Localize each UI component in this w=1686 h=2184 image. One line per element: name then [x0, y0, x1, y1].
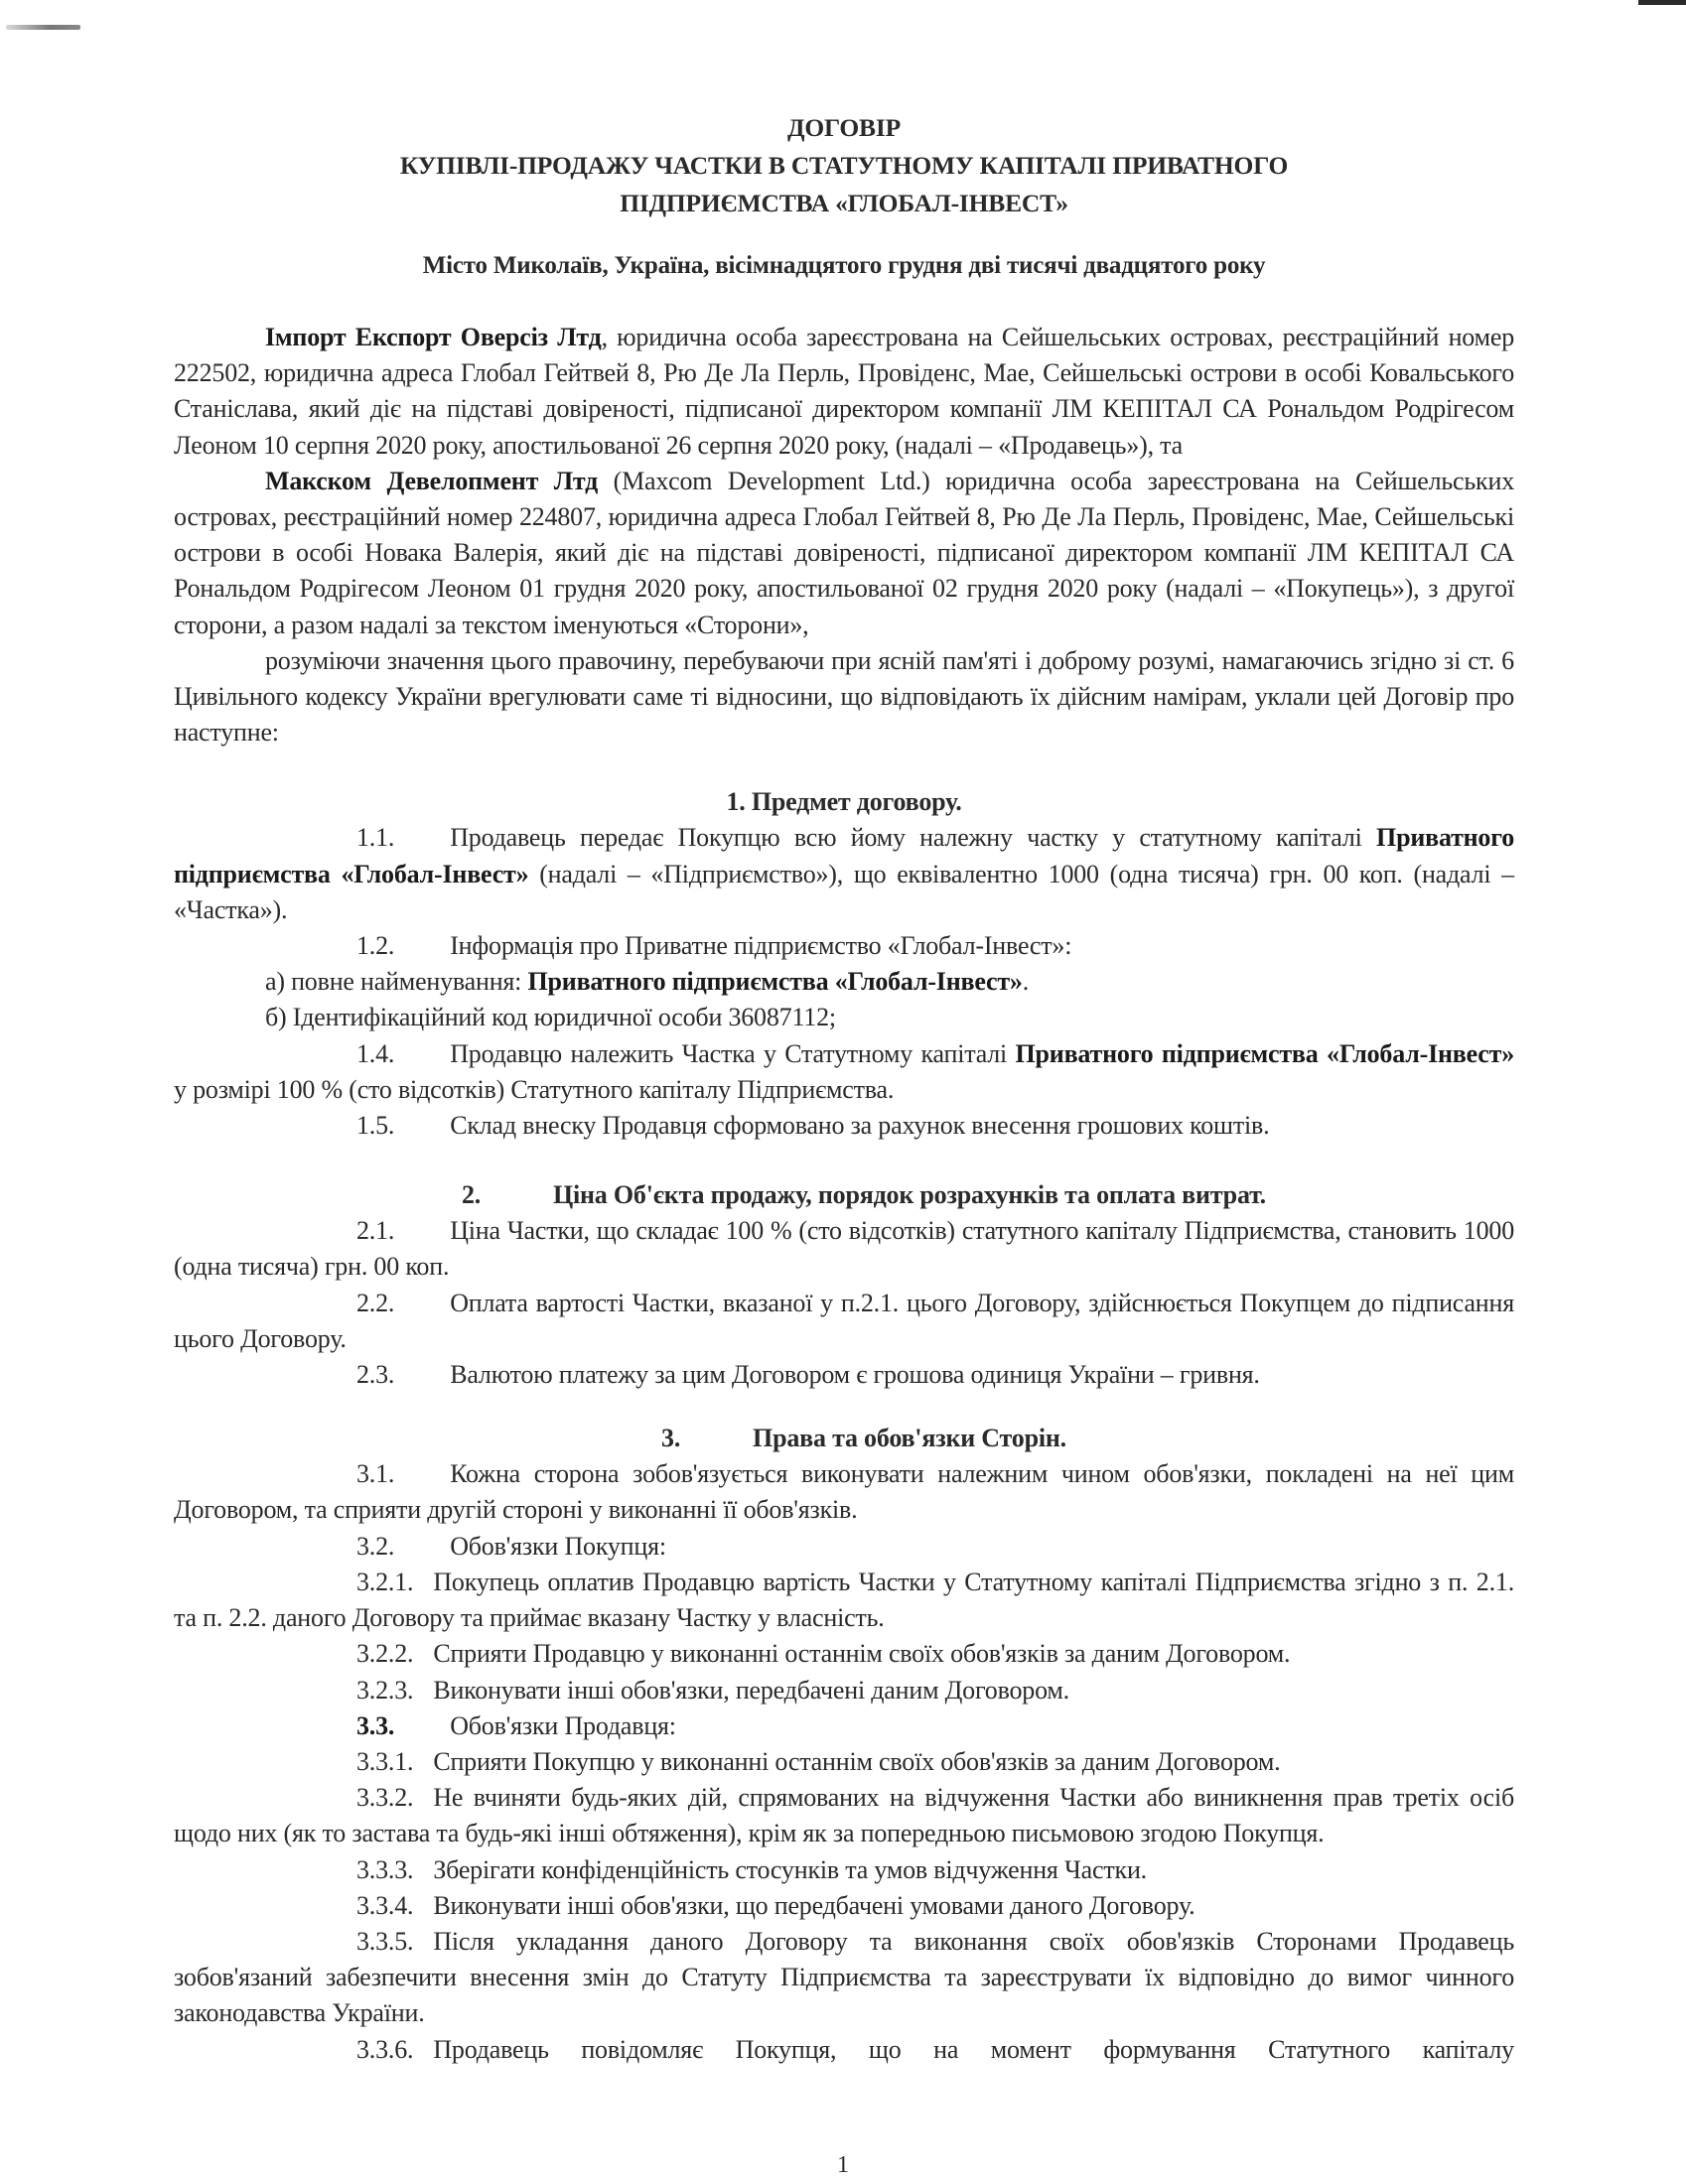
- clause-number: 3.3.2.: [356, 1783, 414, 1813]
- clause-1-4: 1.4. Продавцю належить Частка у Статутному капіталі Приватного підприємства «Глобал-Інвест» у розмірі 100 % (сто відсотків) Статутного капіталу Підприємства.: [174, 1036, 1514, 1108]
- clause-3-3-5: 3.3.5. Після укладання даного Договору та виконання своїх обов'язків Сторонами Продавець зобов'язаний забезпечити внесення змін до Статуту Підприємства та зареєструвати їх відповідно до вимог чинного законодавства України.: [174, 1924, 1514, 2032]
- clause-2-1: 2.1. Ціна Частки, що складає 100 % (сто відсотків) статутного капіталу Підприємства, становить 1000 (одна тисяча) грн. 00 коп.: [174, 1213, 1514, 1285]
- preamble-paragraph: розуміючи значення цього правочину, перебуваючи при ясній пам'яті і доброму розумі, намагаючись згідно зі ст. 6 Цивільного кодексу України врегулювати саме ті відносини, що відповідають їх дійсним намірам, уклали цей Договір про наступне:: [174, 645, 1514, 748]
- scan-artifact-right: [1638, 0, 1686, 5]
- section-1-heading: 1. Предмет договору.: [726, 787, 962, 817]
- clause-1-2-a: а) повне найменування: Приватного підприємства «Глобал-Інвест».: [265, 967, 1030, 997]
- clause-number: 2.1.: [356, 1216, 395, 1246]
- page-number: 1: [837, 2152, 849, 2178]
- clause-3-2: 3.2. Обов'язки Покупця:: [174, 1529, 1514, 1565]
- place-date: Місто Миколаїв, Україна, вісімнадцятого грудня дві тисячі двадцятого року: [422, 252, 1266, 279]
- title-line-1: ДОГОВІР: [787, 113, 901, 142]
- clause-3-3-2: 3.3.2. Не вчиняти будь-яких дій, спрямованих на відчуження Частки або виникнення прав третіх осіб щодо них (як то застава та будь-які інші обтяження), крім як за попередньою письмовою згодою Покупця.: [174, 1780, 1514, 1851]
- clause-number: 1.5.: [356, 1111, 395, 1141]
- buyer-details: (Maxcom Development Ltd.) юридична особа зареєстрована на Сейшельських островах, реєстраційний номер 224807, юридична адреса Глобал Гейтвей 8, Рю Де Ла Перль, Провіденс, Мае, Сейшельські острови в особі Новака Валерія, який діє на підставі довіреності, підписаної директором компанії ЛМ КЕПІТАЛ СА Рональдом Родрігесом Леоном 01 грудня 2020 року, апостильованої 02 грудня 2020 року (надалі – «Покупець»), з другої сторони, а разом надалі за текстом іменуються «Сторони»,: [174, 466, 1514, 639]
- clause-number: 1.1.: [356, 823, 395, 853]
- clause-number: 3.3.3.: [356, 1854, 414, 1884]
- clause-number: 3.2.1.: [356, 1567, 414, 1596]
- clause-3-3-6: 3.3.6. Продавець повідомляє Покупця, що на момент формування Статутного капіталу: [174, 2032, 1514, 2068]
- seller-paragraph: [174, 320, 1514, 464]
- clause-number: 3.2.3.: [356, 1675, 414, 1705]
- clause-number: 3.3.1.: [356, 1746, 414, 1776]
- clause-3-3-4: 3.3.4. Виконувати інші обов'язки, що передбачені умовами даного Договору.: [174, 1888, 1514, 1924]
- clause-number: 1.2.: [356, 931, 395, 961]
- clause-1-2-b: б) Ідентифікаційний код юридичної особи 36087112;: [265, 1003, 836, 1032]
- clause-number: 3.1.: [356, 1459, 395, 1489]
- buyer-name: Макском Девелопмент Лтд: [265, 466, 599, 495]
- title-line-2: КУПІВЛІ-ПРОДАЖУ ЧАСТКИ В СТАТУТНОМУ КАПІТАЛІ ПРИВАТНОГО: [399, 151, 1289, 180]
- clause-number: 3.2.: [356, 1531, 395, 1561]
- clause-2-3: 2.3. Валютою платежу за цим Договором є грошова одиниця України – гривня.: [174, 1357, 1514, 1393]
- clause-1-5: 1.5. Склад внеску Продавця сформовано за рахунок внесення грошових коштів.: [174, 1108, 1514, 1144]
- clause-3-3-1: 3.3.1. Сприяти Покупцю у виконанні останнім своїх обов'язків за даним Договором.: [174, 1744, 1514, 1780]
- clause-number: 3.3.6.: [356, 2034, 414, 2064]
- clause-number: 2.2.: [356, 1288, 395, 1317]
- clause-3-2-2: 3.2.2. Сприяти Продавцю у виконанні останнім своїх обов'язків за даним Договором.: [174, 1636, 1514, 1672]
- clause-3-3: 3.3. Обов'язки Продавця:: [174, 1708, 1514, 1744]
- clause-3-3-3: 3.3.3. Зберігати конфіденційність стосунків та умов відчуження Частки.: [174, 1852, 1514, 1888]
- clause-number: 3.3.4.: [356, 1890, 414, 1920]
- document-page: [174, 109, 1514, 2068]
- clause-1-2: 1.2. Інформація про Приватне підприємство «Глобал-Інвест»:: [174, 928, 1514, 964]
- section-2-heading: 2. Ціна Об'єкта продажу, порядок розрахунків та оплата витрат.: [461, 1180, 1266, 1210]
- clause-1-1: 1.1. Продавець передає Покупцю всю йому належну частку у статутному капіталі Приватного підприємства «Глобал-Інвест» (надалі – «Підприємство»), що еквівалентно 1000 (одна тисяча) грн. 00 коп. (надалі – «Частка»).: [174, 820, 1514, 928]
- clause-number: 1.4.: [356, 1038, 395, 1068]
- seller-name: Імпорт Експорт Оверсіз Лтд: [265, 323, 602, 351]
- clause-number: 3.3.: [356, 1710, 395, 1740]
- document-title: [174, 109, 1514, 222]
- section-3-heading: 3. Права та обов'язки Сторін.: [661, 1424, 1066, 1453]
- buyer-paragraph: [174, 464, 1514, 643]
- seller-details: , юридична особа зареєстрована на Сейшельських островах, реєстраційний номер 222502, юридична адреса Глобал Гейтвей 8, Рю Де Ла Перль, Провіденс, Мае, Сейшельські острови в особі Ковальського Станіслава, який діє на підставі довіреності, підписаної директором компанії ЛМ КЕПІТАЛ СА Рональдом Родрігесом Леоном 10 серпня 2020 року, апостильованої 26 серпня 2020 року, (надалі – «Продавець»), та: [174, 323, 1514, 460]
- scan-artifact-left: [6, 25, 80, 30]
- clause-2-2: 2.2. Оплата вартості Частки, вказаної у п.2.1. цього Договору, здійснюється Покупцем до підписання цього Договору.: [174, 1286, 1514, 1357]
- clause-number: 3.3.5.: [356, 1926, 414, 1956]
- clause-number: 2.3.: [356, 1360, 395, 1390]
- title-line-3: ПІДПРИЄМСТВА «ГЛОБАЛ-ІНВЕСТ»: [620, 189, 1068, 217]
- clause-3-1: 3.1. Кожна сторона зобов'язується виконувати належним чином обов'язки, покладені на неї цим Договором, та сприяти другій стороні у виконанні її обов'язків.: [174, 1456, 1514, 1528]
- clause-3-2-3: 3.2.3. Виконувати інші обов'язки, передбачені даним Договором.: [174, 1673, 1514, 1708]
- clause-number: 3.2.2.: [356, 1639, 414, 1669]
- clause-3-2-1: 3.2.1. Покупець оплатив Продавцю вартість Частки у Статутному капіталі Підприємства згідно з п. 2.1. та п. 2.2. даного Договору та приймає вказану Частку у власність.: [174, 1565, 1514, 1636]
